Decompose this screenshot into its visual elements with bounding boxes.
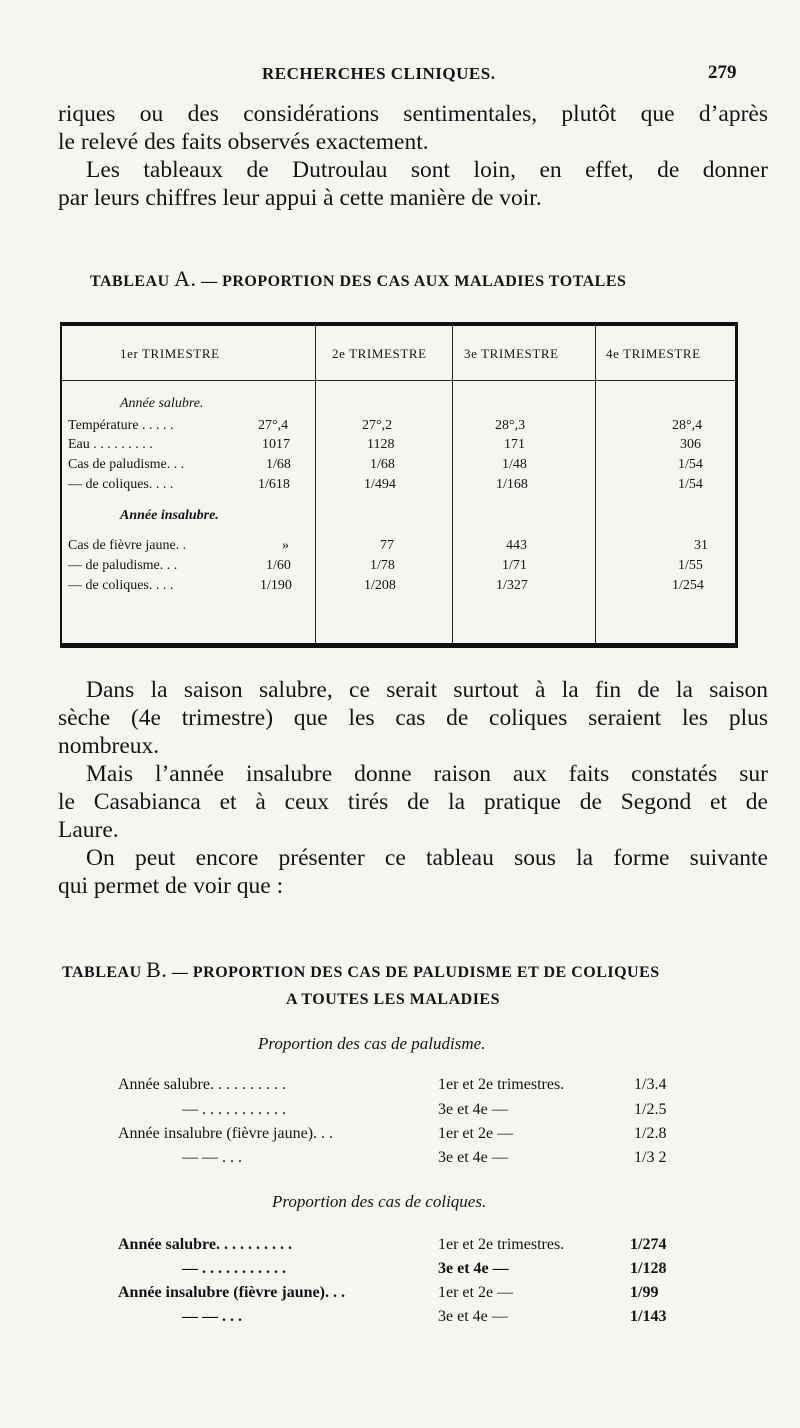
table-cell: 1/208 — [364, 578, 396, 593]
column-header: 3e TRIMESTRE — [464, 346, 559, 361]
running-header — [0, 60, 800, 90]
table-cell: 28°,3 — [495, 418, 526, 433]
column-divider — [595, 326, 596, 643]
row-label: Année salubre. . . . . . . . . . — [118, 1076, 286, 1093]
row-period: 1er et 2e trimestres. — [438, 1236, 565, 1253]
table-cell: 1/48 — [502, 457, 527, 472]
table-cell: 1/55 — [678, 558, 703, 573]
row-value: 1/274 — [630, 1236, 667, 1253]
row-label: Année insalubre (fièvre jaune). . . — [118, 1284, 345, 1301]
table-cell: 1/78 — [370, 558, 395, 573]
text-line: nombreux. — [58, 733, 160, 759]
table-cell: 31 — [694, 538, 708, 553]
table-a-caption-lead: TABLEAU — [90, 273, 170, 290]
row-value: 1/3 2 — [634, 1149, 667, 1166]
text-line: Laure. — [58, 817, 119, 843]
row-label: Année salubre. . . . . . . . . . — [118, 1236, 292, 1253]
header-divider — [62, 380, 735, 381]
row-label: — . . . . . . . . . . . — [182, 1260, 286, 1277]
section-label: Année insalubre. — [120, 508, 219, 523]
table-cell: 1/68 — [266, 457, 291, 472]
text-line: par leurs chiffres leur appui à cette manière de voir. — [58, 185, 542, 211]
row-value: 1/3.4 — [634, 1076, 667, 1093]
table-cell: 1/254 — [672, 578, 704, 593]
table-cell: 1/54 — [678, 457, 703, 472]
row-label: — de coliques. . . . — [68, 578, 174, 593]
column-header: 4e TRIMESTRE — [606, 346, 701, 361]
table-cell: 27°,2 — [362, 418, 393, 433]
header-title: RECHERCHES CLINIQUES. — [262, 64, 496, 83]
subheading-paludisme: Proportion des cas de paludisme. — [258, 1034, 486, 1053]
table-cell: 171 — [504, 437, 525, 452]
row-label: — de paludisme. . . — [68, 558, 178, 573]
table-a-caption-letter: A. — [174, 266, 197, 291]
row-period: 3e et 4e — — [438, 1101, 508, 1118]
table-b-caption-letter: B. — [146, 957, 168, 982]
table-cell: 77 — [380, 538, 394, 553]
row-label: Eau . . . . . . . . . — [68, 437, 153, 452]
section-label: Année salubre. — [120, 396, 204, 411]
column-divider — [452, 326, 453, 643]
table-b-caption — [62, 957, 660, 983]
text-line: qui permet de voir que : — [58, 873, 284, 899]
row-period: 1er et 2e — — [438, 1125, 514, 1142]
row-period: 1er et 2e trimestres. — [438, 1076, 565, 1093]
row-value: 1/2.5 — [634, 1101, 667, 1118]
row-value: 1/2.8 — [634, 1125, 667, 1142]
page-number: 279 — [708, 62, 737, 83]
row-period: 3e et 4e — — [438, 1149, 508, 1166]
text-line: riques ou des considérations sentimentales, plutôt que d’après — [58, 101, 768, 127]
row-label: — — . . . — [182, 1308, 242, 1325]
table-cell: 28°,4 — [672, 418, 703, 433]
column-divider — [315, 326, 316, 643]
column-header: 1er TRIMESTRE — [120, 346, 220, 361]
table-cell: 1/71 — [502, 558, 527, 573]
row-label: Année insalubre (fièvre jaune). . . — [118, 1125, 334, 1142]
row-period: 3e et 4e — — [438, 1260, 509, 1277]
table-b-caption-line2: A TOUTES LES MALADIES — [286, 991, 500, 1008]
text-line: le relevé des faits observés exactement. — [58, 129, 429, 155]
text-line: On peut encore présenter ce tableau sous la forme suivante — [86, 845, 768, 871]
table-cell: 27°,4 — [258, 418, 289, 433]
table-cell: 1/168 — [496, 477, 528, 492]
text-line: Les tableaux de Dutroulau sont loin, en effet, de donner — [86, 157, 768, 183]
table-cell: 1/494 — [364, 477, 396, 492]
row-period: 3e et 4e — — [438, 1308, 508, 1325]
table-cell: 1/327 — [496, 578, 528, 593]
table-a-caption-rest: — PROPORTION DES CAS AUX MALADIES TOTALES — [201, 273, 627, 290]
table-a-caption — [90, 266, 626, 292]
table-cell: 1/60 — [266, 558, 291, 573]
table-cell: 1/68 — [370, 457, 395, 472]
table-cell: 1/54 — [678, 477, 703, 492]
text-line: le Casabianca et à ceux tirés de la pratique de Segond et de — [58, 789, 768, 815]
row-label: Température . . . . . — [68, 418, 174, 433]
row-label: — de coliques. . . . — [68, 477, 174, 492]
table-b-caption-rest: — PROPORTION DES CAS DE PALUDISME ET DE COLIQUES — [171, 964, 660, 981]
text-line: Dans la saison salubre, ce serait surtout à la fin de la saison — [86, 677, 768, 703]
table-cell: 1/190 — [260, 578, 292, 593]
table-cell: 1128 — [367, 437, 395, 452]
row-label: — . . . . . . . . . . . — [182, 1101, 286, 1118]
row-label: Cas de fièvre jaune. . — [68, 538, 187, 553]
table-b-caption-lead: TABLEAU — [62, 964, 142, 981]
table-a — [60, 322, 738, 648]
text-line: Mais l’année insalubre donne raison aux faits constatés sur — [86, 761, 768, 787]
paragraph-intro — [58, 100, 768, 212]
row-label: Cas de paludisme. . . — [68, 457, 185, 472]
row-label: — — . . . — [182, 1149, 242, 1166]
table-cell: 306 — [680, 437, 701, 452]
text-line: sèche (4e trimestre) que les cas de coliques seraient les plus — [58, 705, 768, 731]
table-cell: 1/618 — [258, 477, 290, 492]
row-period: 1er et 2e — — [438, 1284, 514, 1301]
row-value: 1/99 — [630, 1284, 659, 1301]
table-cell: 443 — [506, 538, 527, 553]
paragraph-discussion — [58, 676, 768, 900]
column-header: 2e TRIMESTRE — [332, 346, 427, 361]
table-cell: » — [282, 538, 289, 553]
row-value: 1/143 — [630, 1308, 667, 1325]
table-cell: 1017 — [262, 437, 290, 452]
subheading-coliques: Proportion des cas de coliques. — [272, 1192, 487, 1211]
row-value: 1/128 — [630, 1260, 667, 1277]
